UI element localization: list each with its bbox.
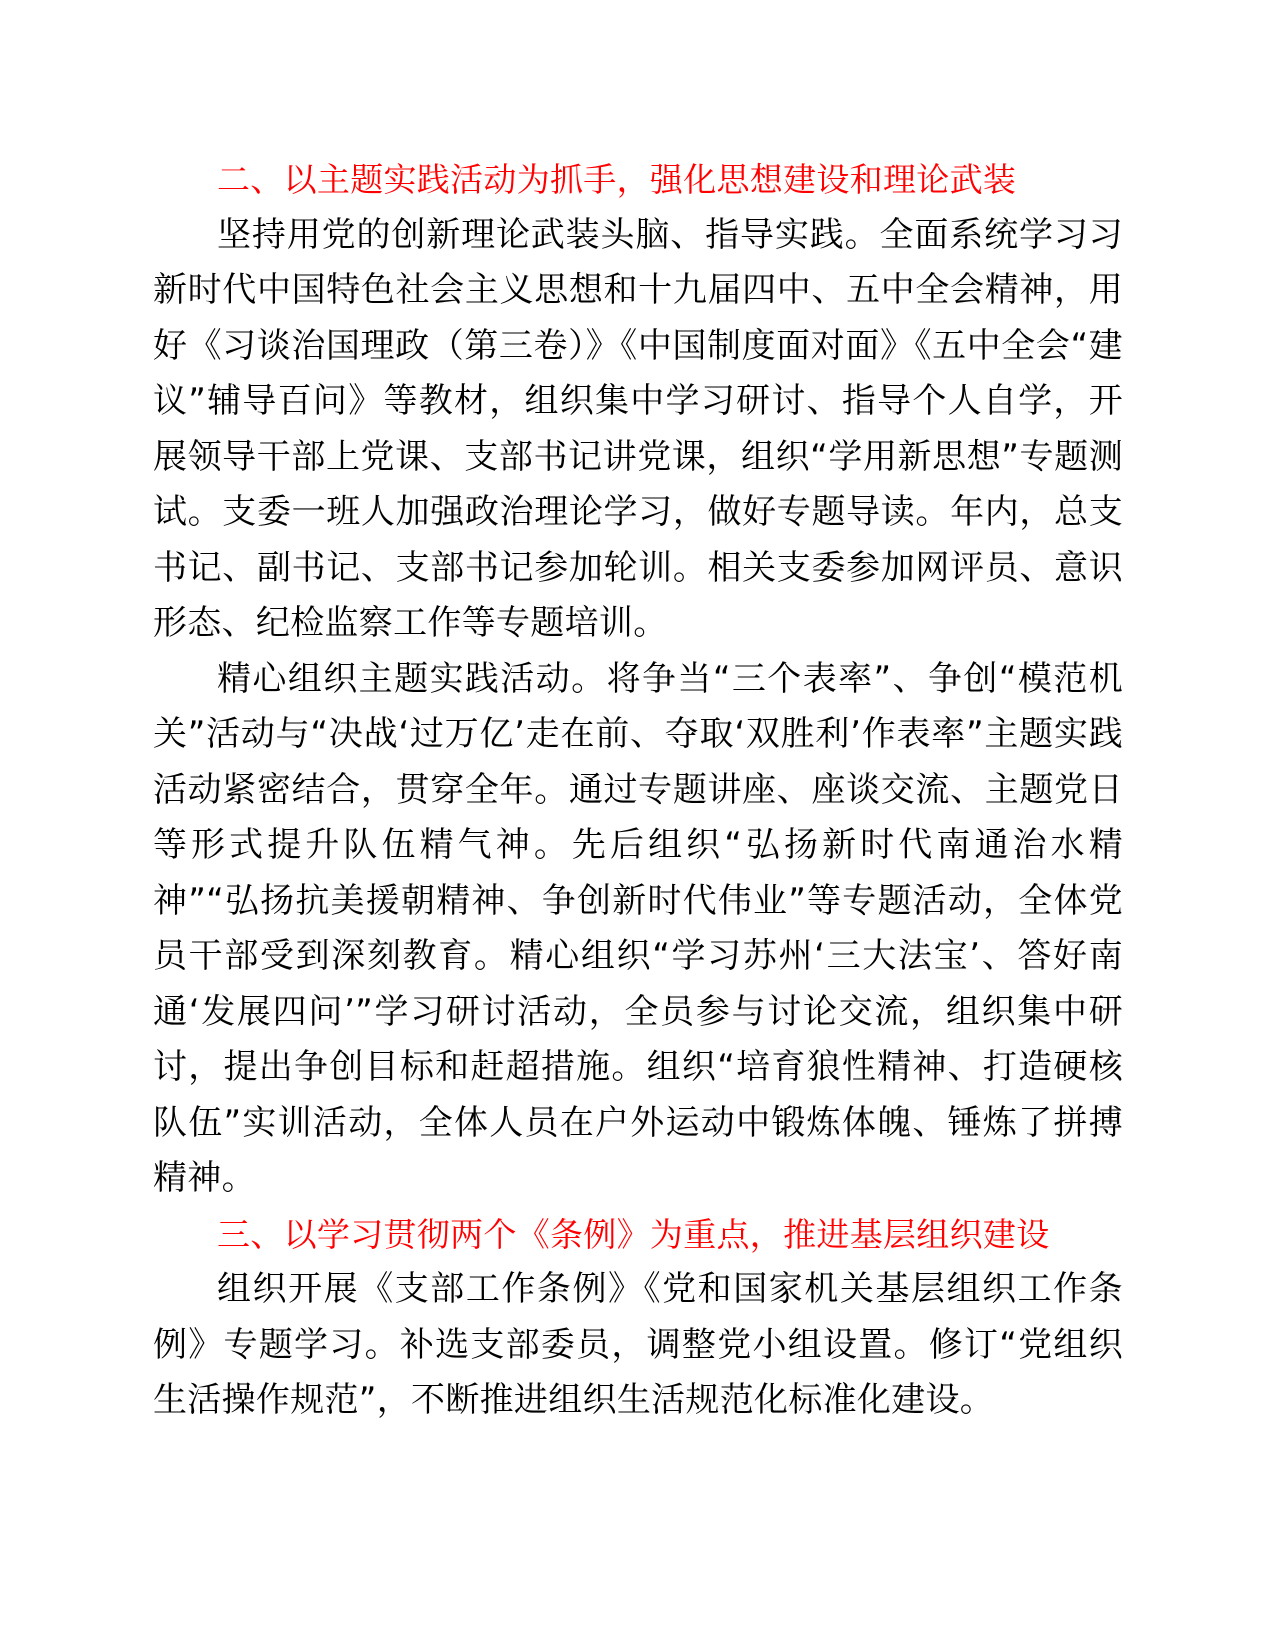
section-2-heading: 二、以主题实践活动为抓手，强化思想建设和理论武装 bbox=[217, 160, 1017, 199]
document-page bbox=[153, 152, 1123, 1429]
section-3-paragraph-1: 组织开展《支部工作条例》《党和国家机关基层组织工作条例》专题学习。补选支部委员，调整党小组设置。修订“党组织生活操作规范”，不断推进组织生活规范化标准化建设。 bbox=[153, 1269, 1123, 1420]
section-2-paragraph-1: 坚持用党的创新理论武装头脑、指导实践。全面系统学习习新时代中国特色社会主义思想和十九届四中、五中全会精神，用好《习谈治国理政（第三卷）》《中国制度面对面》《五中全会“建议”辅导百问》等教材，组织集中学习研讨、指导个人自学，开展领导干部上党课、支部书记讲党课，组织“学用新思想”专题测试。支委一班人加强政治理论学习，做好专题导读。年内，总支书记、副书记、支部书记参加轮训。相关支委参加网评员、意识形态、纪检监察工作等专题培训。 bbox=[153, 214, 1123, 643]
section-3-heading: 三、以学习贯彻两个《条例》为重点，推进基层组织建设 bbox=[217, 1214, 1050, 1254]
section-2-paragraph-2: 精心组织主题实践活动。将争当“三个表率”、争创“模范机关”活动与“决战‘过万亿’走在前、夺取‘双胜利’作表率”主题实践活动紧密结合，贯穿全年。通过专题讲座、座谈交流、主题党日等形式提升队伍精气神。先后组织“弘扬新时代南通治水精神”“弘扬抗美援朝精神、争创新时代伟业”等专题活动，全体党员干部受到深刻教育。精心组织“学习苏州‘三大法宝’、答好南通‘发展四问’”学习研讨活动，全员参与讨论交流，组织集中研讨，提出争创目标和赶超措施。组织“培育狼性精神、打造硬核队伍”实训活动，全体人员在户外运动中锻炼体魄、锤炼了拼搏精神。 bbox=[153, 658, 1123, 1198]
